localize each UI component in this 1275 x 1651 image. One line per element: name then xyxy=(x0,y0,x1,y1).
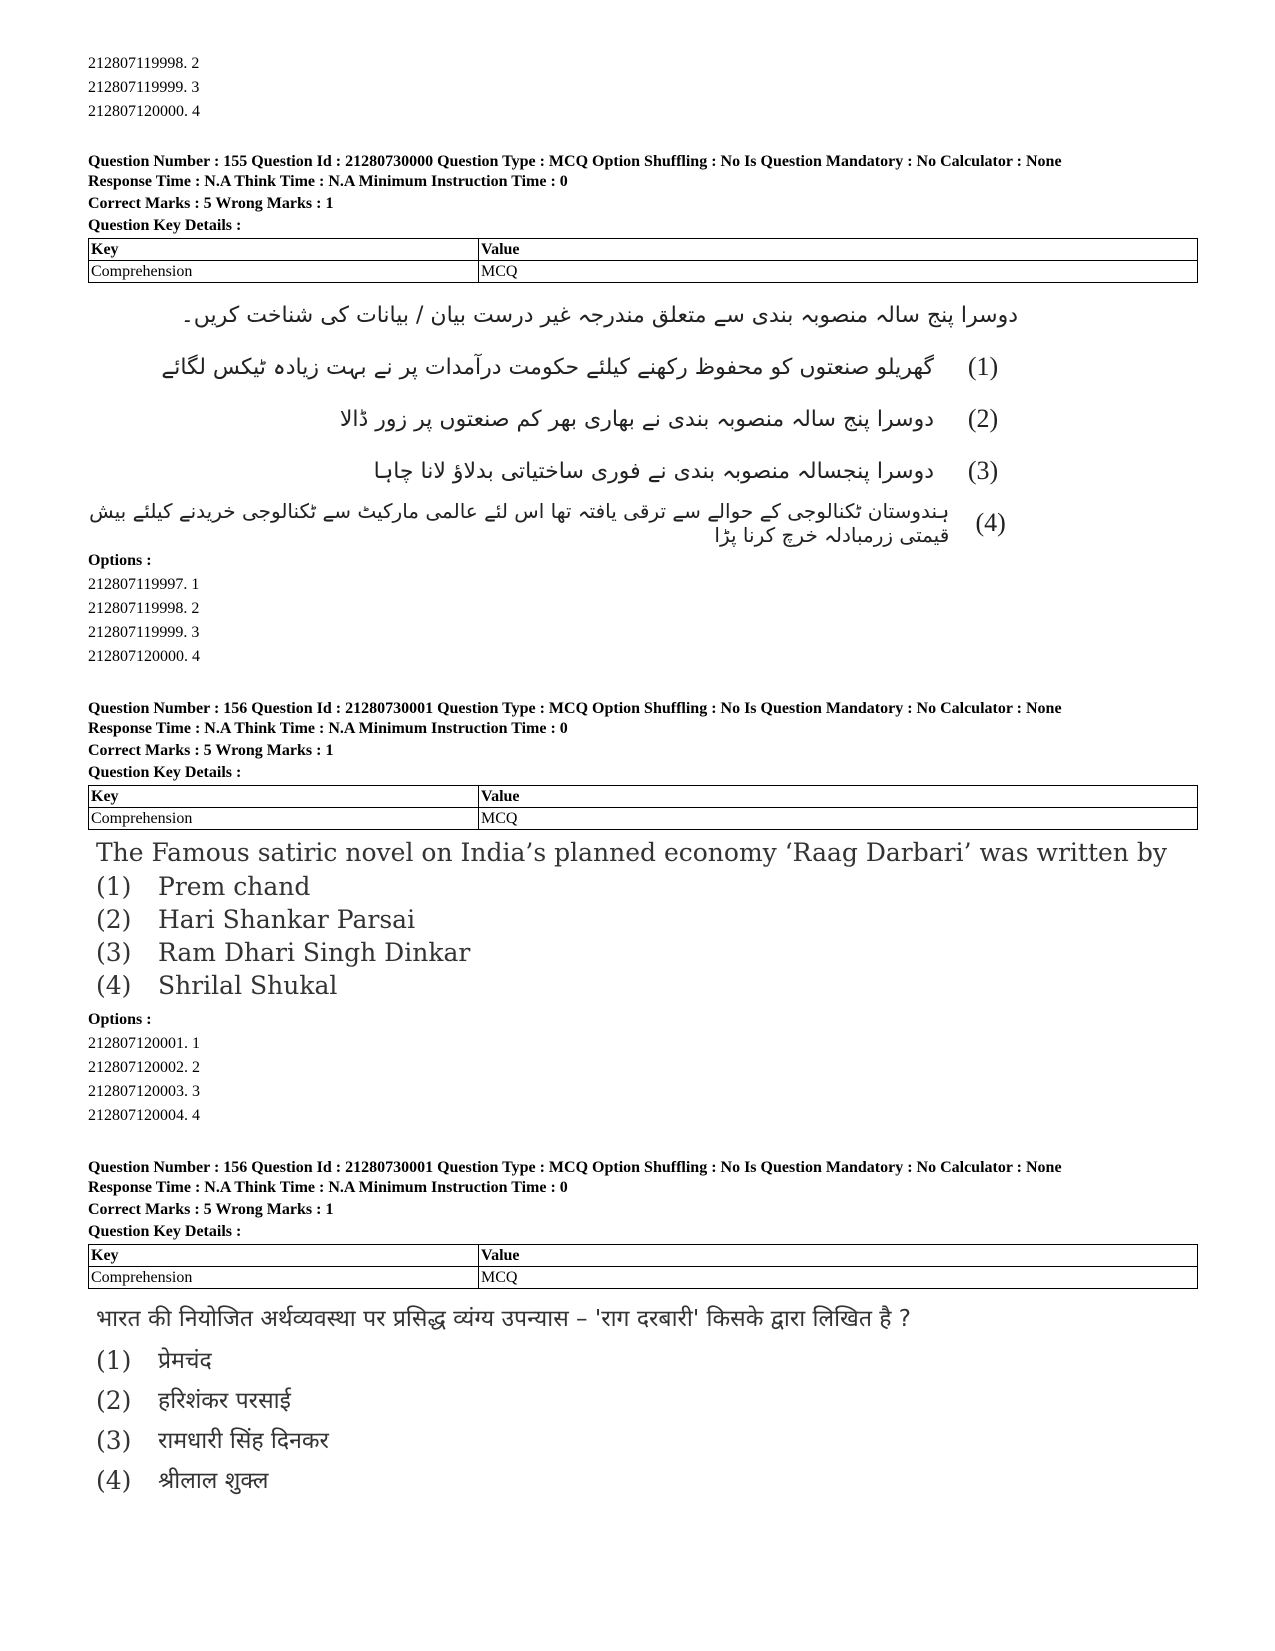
option-text: دوسرا پنج سالہ منصوبہ بندی نے بھاری بھر کم صنعتوں پر زور ڈالا xyxy=(339,406,934,432)
key-header: Key xyxy=(89,786,479,808)
question-text: دوسرا پنج سالہ منصوبہ بندی سے متعلق مندرجہ غیر درست بیان / بیانات کی شناخت کریں۔ xyxy=(180,303,1018,328)
hindi-option-4 xyxy=(96,1461,1198,1501)
english-option-4 xyxy=(96,969,1198,1002)
option-number: (3) xyxy=(96,1426,132,1455)
key-details-table xyxy=(88,238,1198,283)
hindi-option-2 xyxy=(96,1381,1198,1421)
option-text: रामधारी सिंह दिनकर xyxy=(158,1428,329,1454)
hindi-option-1 xyxy=(96,1341,1198,1381)
english-option-3 xyxy=(96,936,1198,969)
question-header-line1: Question Number : 156 Question Id : 21280730001 Question Type : MCQ Option Shuffling : No Is Question Mandatory : No Calculator : None xyxy=(88,700,1062,717)
value-cell: MCQ xyxy=(479,261,1198,283)
value-header: Value xyxy=(479,1245,1198,1267)
question-text: भारत की नियोजित अर्थव्यवस्था पर प्रसिद्ध व्यंग्य उपन्यास – 'राग दरबारी' किसके द्वारा लिखित है ? xyxy=(96,1306,911,1332)
top-option-3: 212807119999. 3 xyxy=(88,79,200,96)
option-number: (4) xyxy=(96,971,132,1000)
key-cell: Comprehension xyxy=(89,808,479,830)
question-paper-page xyxy=(88,0,1198,1501)
urdu-option-4 xyxy=(88,497,1198,549)
question-image-hindi xyxy=(88,1297,1198,1501)
option-text: Ram Dhari Singh Dinkar xyxy=(158,938,471,967)
question-image-urdu xyxy=(88,291,1198,549)
marks-line: Correct Marks : 5 Wrong Marks : 1 xyxy=(88,742,334,759)
options-label: Options : xyxy=(88,552,152,569)
english-option-2 xyxy=(96,903,1198,936)
question-image-english xyxy=(88,836,1198,1002)
option-number: (4) xyxy=(96,1466,132,1495)
option-id-1: 212807120001. 1 xyxy=(88,1035,200,1052)
option-text: Prem chand xyxy=(158,872,311,901)
key-details-label: Question Key Details : xyxy=(88,764,242,781)
marks-line: Correct Marks : 5 Wrong Marks : 1 xyxy=(88,195,334,212)
option-text: Shrilal Shukal xyxy=(158,971,338,1000)
question-156-english xyxy=(88,699,1198,1128)
option-id-4: 212807120004. 4 xyxy=(88,1107,200,1124)
key-details-table xyxy=(88,1244,1198,1289)
key-details-label: Question Key Details : xyxy=(88,1223,242,1240)
option-text: Hari Shankar Parsai xyxy=(158,905,416,934)
options-label: Options : xyxy=(88,1011,152,1028)
urdu-option-1 xyxy=(88,341,1198,393)
question-text: The Famous satiric novel on India’s planned economy ‘Raag Darbari’ was written by xyxy=(96,838,1167,867)
key-cell: Comprehension xyxy=(89,1267,479,1289)
option-text: گھریلو صنعتوں کو محفوظ رکھنے کیلئے حکومت درآمدات پر نے بہت زیادہ ٹیکس لگائے xyxy=(161,354,934,380)
option-id-2: 212807120002. 2 xyxy=(88,1059,200,1076)
key-cell: Comprehension xyxy=(89,261,479,283)
value-cell: MCQ xyxy=(479,1267,1198,1289)
option-number: (1) xyxy=(96,1346,132,1375)
option-id-2: 212807119998. 2 xyxy=(88,600,200,617)
key-details-table xyxy=(88,785,1198,830)
hindi-option-3 xyxy=(96,1421,1198,1461)
option-number: (1) xyxy=(96,872,132,901)
top-spacer xyxy=(88,0,1198,52)
option-id-4: 212807120000. 4 xyxy=(88,648,200,665)
option-number: (3) xyxy=(967,456,999,485)
option-id-3: 212807120003. 3 xyxy=(88,1083,200,1100)
urdu-option-3 xyxy=(88,445,1198,497)
option-number: (2) xyxy=(96,1386,132,1415)
option-text: श्रीलाल शुक्ल xyxy=(158,1468,269,1494)
value-header: Value xyxy=(479,239,1198,261)
key-header: Key xyxy=(89,1245,479,1267)
key-header: Key xyxy=(89,239,479,261)
question-header-line2: Response Time : N.A Think Time : N.A Minimum Instruction Time : 0 xyxy=(88,1179,568,1196)
question-156-hindi xyxy=(88,1158,1198,1501)
question-155 xyxy=(88,152,1198,669)
option-id-3: 212807119999. 3 xyxy=(88,624,200,641)
option-text: प्रेमचंद xyxy=(158,1348,212,1374)
option-number: (4) xyxy=(975,508,1006,537)
option-number: (1) xyxy=(967,352,999,381)
option-number: (2) xyxy=(96,905,132,934)
option-number: (2) xyxy=(967,404,999,433)
key-details-label: Question Key Details : xyxy=(88,217,242,234)
value-header: Value xyxy=(479,786,1198,808)
question-header-line2: Response Time : N.A Think Time : N.A Minimum Instruction Time : 0 xyxy=(88,720,568,737)
option-text: ہندوستان ٹکنالوجی کے حوالے سے ترقی یافتہ تھا اس لئے عالمی مارکیٹ سے ٹکنالوجی خریدنے کیلئے بیش قیمتی زرمبادلہ خرچ کرنا پڑا xyxy=(89,499,950,547)
urdu-option-2 xyxy=(88,393,1198,445)
english-option-1 xyxy=(96,870,1198,903)
question-header-line1: Question Number : 155 Question Id : 21280730000 Question Type : MCQ Option Shuffling : No Is Question Mandatory : No Calculator : None xyxy=(88,153,1062,170)
value-cell: MCQ xyxy=(479,808,1198,830)
option-id-1: 212807119997. 1 xyxy=(88,576,200,593)
option-number: (3) xyxy=(96,938,132,967)
question-header-line1: Question Number : 156 Question Id : 21280730001 Question Type : MCQ Option Shuffling : No Is Question Mandatory : No Calculator : None xyxy=(88,1159,1062,1176)
marks-line: Correct Marks : 5 Wrong Marks : 1 xyxy=(88,1201,334,1218)
question-header-line2: Response Time : N.A Think Time : N.A Minimum Instruction Time : 0 xyxy=(88,173,568,190)
top-option-2: 212807119998. 2 xyxy=(88,55,200,72)
option-text: हरिशंकर परसाई xyxy=(158,1388,291,1414)
top-option-4: 212807120000. 4 xyxy=(88,103,200,120)
option-text: دوسرا پنجسالہ منصوبہ بندی نے فوری ساختیاتی بدلاؤ لانا چاہا xyxy=(373,458,934,484)
